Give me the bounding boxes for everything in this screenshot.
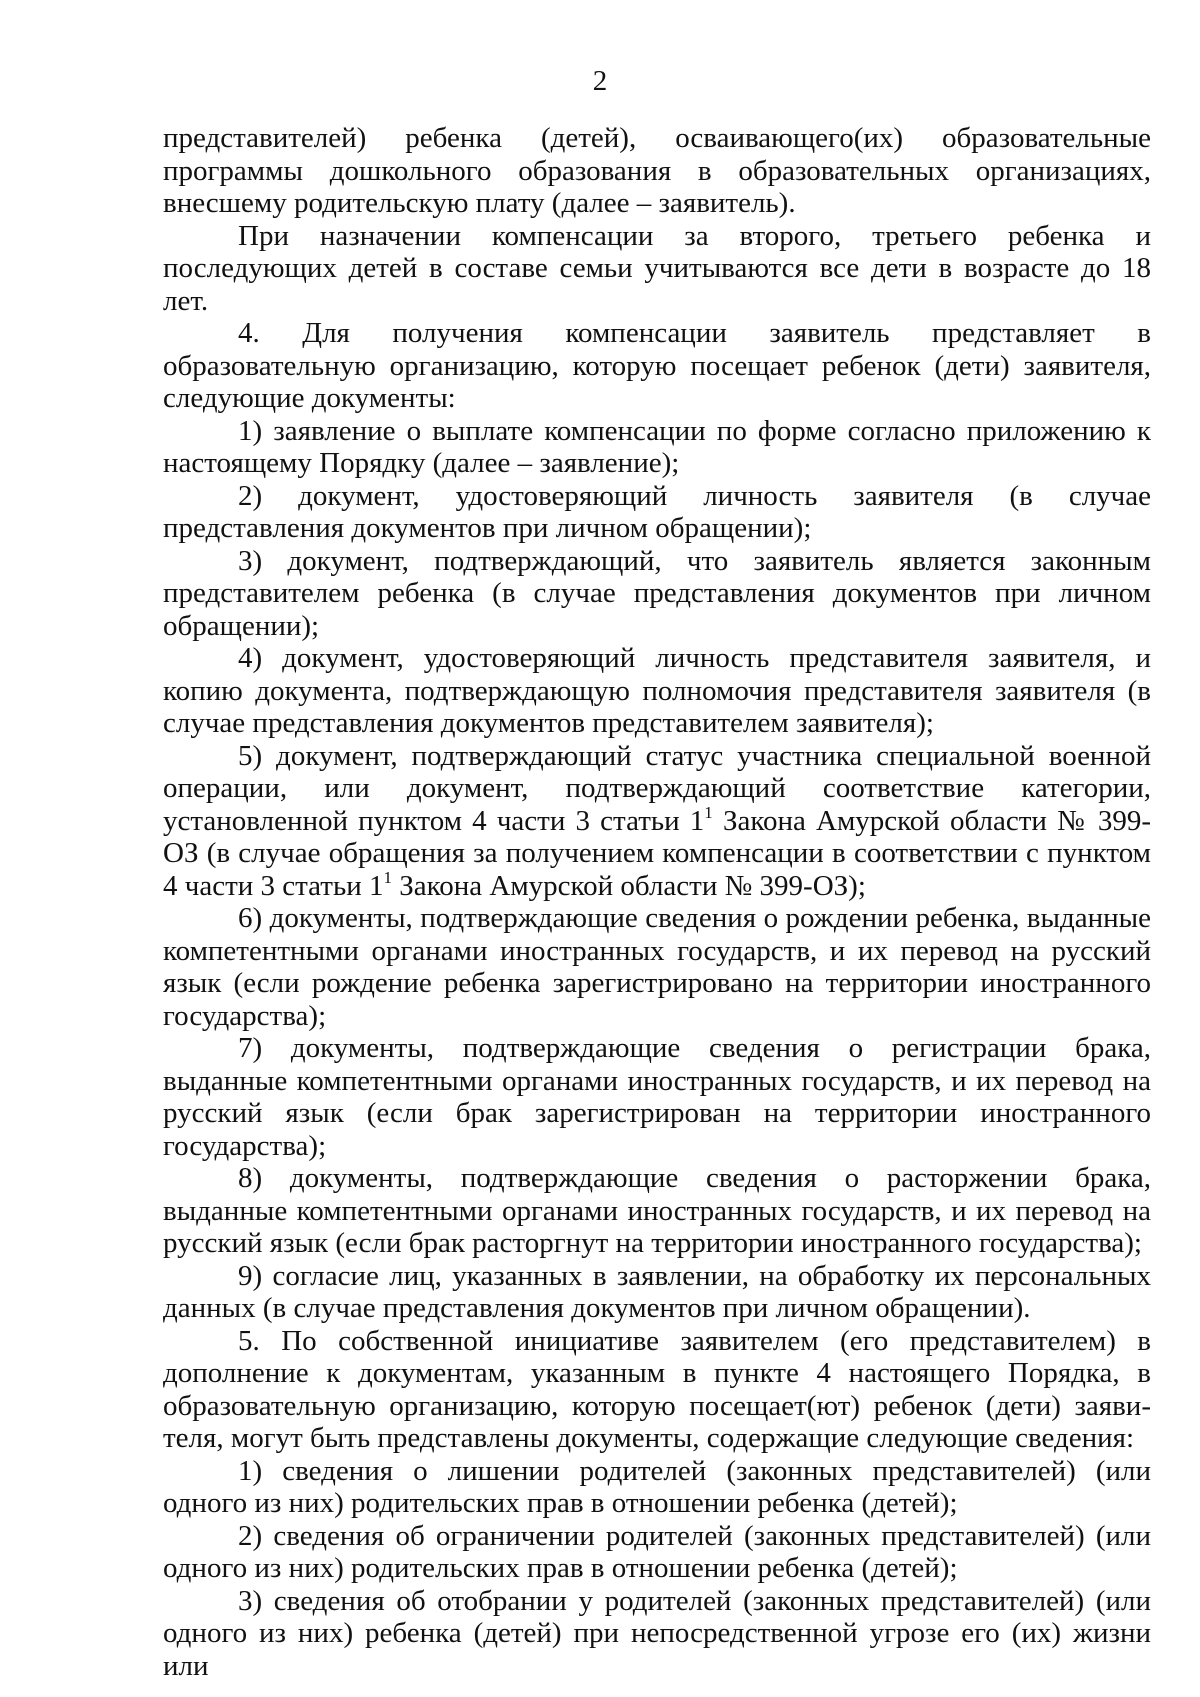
list-item: [163, 740, 1151, 903]
document-body: [163, 122, 1151, 1682]
list-item: 6) документы, подтверждающие сведения о рождении ребенка, выданные компетентными органами иностранных государств, и их перевод на русский язык (если рождение ребенка зарегистрировано на территории иностранного государства);: [163, 902, 1151, 1032]
text-span: Закона Амурской области № 399-ОЗ);: [391, 869, 866, 902]
text-span: Закона Амурской области № 399-ОЗ (в случае обращения за получением компенсации в соответствии с пунктом 4 части 3 статьи 1: [163, 804, 1151, 902]
list-item: 2) сведения об ограничении родителей (законных представителей) (или одного из них) родительских прав в отношении ребенка (детей);: [163, 1519, 1151, 1584]
list-item: 8) документы, подтверждающие сведения о расторжении брака, выданные компетентными органами иностранных государств, и их перевод на русский язык (если брак расторгнут на территории иностранного государства);: [163, 1162, 1151, 1259]
list-item: 2) документ, удостоверяющий личность заявителя (в случае представления документов при личном обращении);: [163, 479, 1151, 544]
paragraph-item-5: 5. По собственной инициативе заявителем (его представителем) в дополнение к документам, указанным в пункте 4 настоящего Порядка, в образовательную организацию, которую посещает(ют) ребенок (дети) заявителя, могут быть представлены документы, содержащие следующие сведения:: [163, 1324, 1151, 1454]
list-item: 1) заявление о выплате компенсации по форме согласно приложению к настоящему Порядку (далее – заявление);: [163, 414, 1151, 479]
list-item: 4) документ, удостоверяющий личность представителя заявителя, и копию документа, подтверждающую полномочия представителя заявителя (в случае представления документов представителем заявителя);: [163, 642, 1151, 739]
paragraph-item-4: 4. Для получения компенсации заявитель представляет в образовательную организацию, которую посещает ребенок (дети) заявителя, следующие документы:: [163, 317, 1151, 414]
text-span: 5) документ, подтверждающий статус участника специальной военной операции, или документ, подтверждающий соответствие категории, установленной пунктом 4 части 3 статьи 1: [163, 739, 1151, 837]
paragraph: представителей) ребенка (детей), осваивающего(их) образовательные программы дошкольного образования в образовательных организациях, внесшему родительскую плату (далее – заявитель).: [163, 122, 1151, 219]
superscript: 1: [704, 802, 713, 822]
paragraph: При назначении компенсации за второго, третьего ребенка и последующих детей в составе семьи учитываются все дети в возрасте до 18 лет.: [163, 219, 1151, 317]
list-item: 7) документы, подтверждающие сведения о регистрации брака, выданные компетентными органами иностранных государств, и их перевод на русский язык (если брак зарегистрирован на территории иностранного государства);: [163, 1032, 1151, 1162]
page-number: 2: [592, 65, 608, 97]
list-item: 1) сведения о лишении родителей (законных представителей) (или одного из них) родительских прав в отношении ребенка (детей);: [163, 1454, 1151, 1519]
list-item: 9) согласие лиц, указанных в заявлении, на обработку их персональных данных (в случае представления документов при личном обращении).: [163, 1259, 1151, 1324]
list-item: 3) сведения об отобрании у родителей (законных представителей) (или одного из них) ребенка (детей) при непосредственной угрозе его (их) жизни или: [163, 1584, 1151, 1682]
superscript: 1: [383, 867, 392, 887]
list-item: 3) документ, подтверждающий, что заявитель является законным представителем ребенка (в случае представления документов при личном обращении);: [163, 544, 1151, 642]
